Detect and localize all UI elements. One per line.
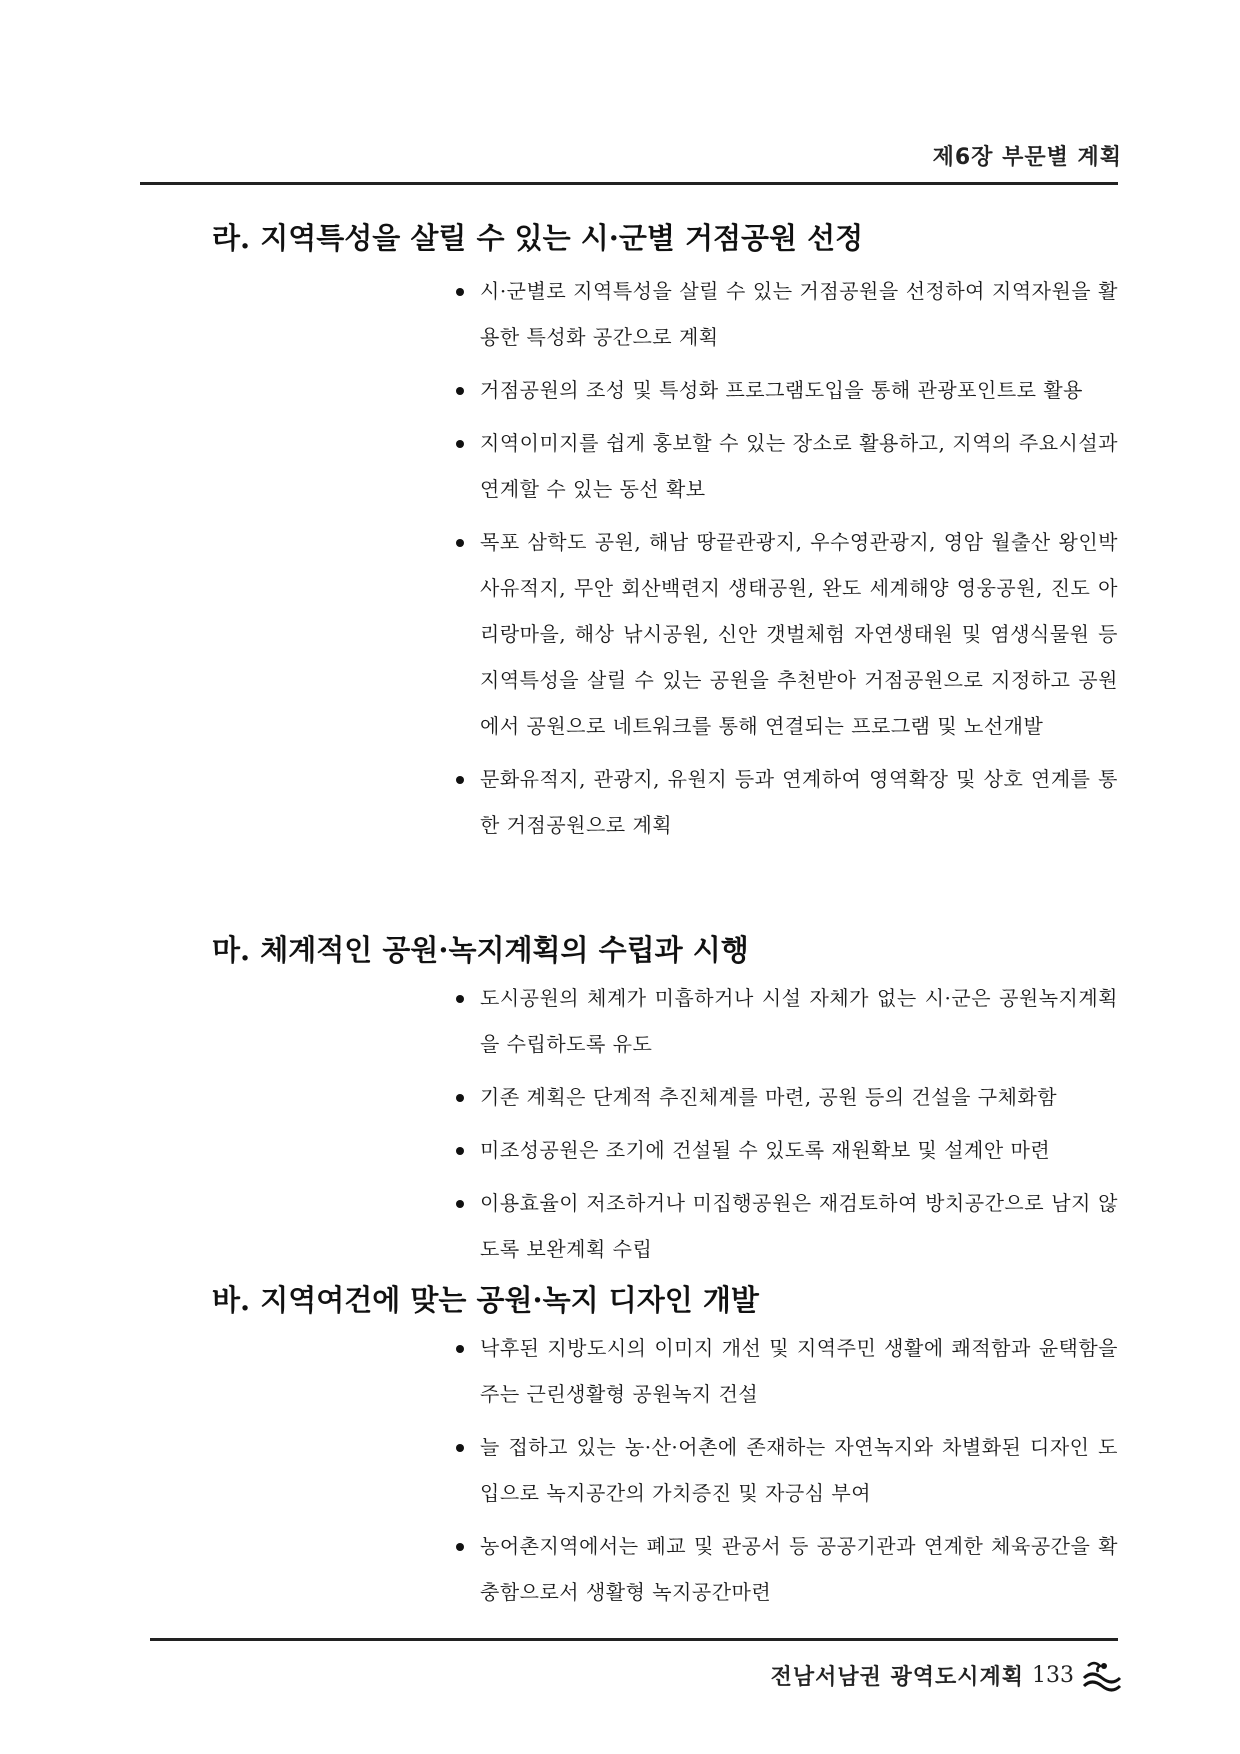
list-item xyxy=(452,420,1118,512)
list-item xyxy=(452,1074,1118,1120)
bullet-text: 미조성공원은 조기에 건설될 수 있도록 재원확보 및 설계안 마련 xyxy=(480,1138,1051,1162)
bullet-icon xyxy=(456,440,464,448)
list-item xyxy=(452,756,1118,848)
section-heading: 라. 지역특성을 살릴 수 있는 시·군별 거점공원 선정 xyxy=(212,221,864,255)
document-title: 전남서남권 광역도시계획 xyxy=(770,1664,1024,1690)
bullet-icon xyxy=(456,1345,464,1353)
bullet-icon xyxy=(456,387,464,395)
bullet-icon xyxy=(456,288,464,296)
list-item xyxy=(452,1127,1118,1173)
bullet-text: 이용효율이 저조하거나 미집행공원은 재검토하여 방치공간으로 남지 않도록 보완계획 수립 xyxy=(480,1191,1118,1261)
bullet-text: 거점공원의 조성 및 특성화 프로그램도입을 통해 관광포인트로 활용 xyxy=(480,378,1083,402)
footer-rule xyxy=(150,1638,1118,1641)
bullet-text: 문화유적지, 관광지, 유원지 등과 연계하여 영역확장 및 상호 연계를 통한 거점공원으로 계획 xyxy=(480,767,1118,837)
section-heading: 바. 지역여건에 맞는 공원·녹지 디자인 개발 xyxy=(212,1283,759,1317)
bullet-text: 지역이미지를 쉽게 홍보할 수 있는 장소로 활용하고, 지역의 주요시설과 연계할 수 있는 동선 확보 xyxy=(480,431,1118,501)
bullet-icon xyxy=(456,1147,464,1155)
section-heading: 마. 체계적인 공원·녹지계획의 수립과 시행 xyxy=(212,933,749,967)
bullet-text: 낙후된 지방도시의 이미지 개선 및 지역주민 생활에 쾌적함과 윤택함을 주는 근린생활형 공원녹지 건설 xyxy=(480,1336,1118,1406)
bullet-text: 도시공원의 체계가 미흡하거나 시설 자체가 없는 시·군은 공원녹지계획을 수립하도록 유도 xyxy=(480,986,1118,1056)
bullet-text: 시·군별로 지역특성을 살릴 수 있는 거점공원을 선정하여 지역자원을 활용한 특성화 공간으로 계획 xyxy=(480,279,1118,349)
list-item xyxy=(452,1424,1118,1516)
list-item xyxy=(452,1180,1118,1272)
list-item xyxy=(452,519,1118,749)
footer-bar xyxy=(771,1658,1122,1692)
bullet-icon xyxy=(456,539,464,547)
bullet-icon xyxy=(456,1094,464,1102)
bullet-text: 늘 접하고 있는 농·산·어촌에 존재하는 자연녹지와 차별화된 디자인 도입으로 녹지공간의 가치증진 및 자긍심 부여 xyxy=(480,1435,1118,1505)
bullet-list xyxy=(452,268,1118,855)
bullet-text: 기존 계획은 단계적 추진체계를 마련, 공원 등의 건설을 구체화함 xyxy=(480,1085,1058,1109)
list-item xyxy=(452,1325,1118,1417)
header-rule xyxy=(140,182,1118,185)
bullet-icon xyxy=(456,995,464,1003)
bullet-icon xyxy=(456,1543,464,1551)
page-number: 133 xyxy=(1032,1662,1074,1688)
bullet-icon xyxy=(456,776,464,784)
list-item xyxy=(452,268,1118,360)
bullet-text: 목포 삼학도 공원, 해남 땅끝관광지, 우수영관광지, 영암 월출산 왕인박사유적지, 무안 회산백련지 생태공원, 완도 세계해양 영웅공원, 진도 아리랑마을, 해상 낚시공원, 신안 갯벌체험 자연생태원 및 염생식물원 등 지역특성을 살릴 수 있는 공원을 추천받아 거점공원으로 지정하고 공원에서 공원으로 네트워크를 통해 연결되는 프로그램 및 노선개발 xyxy=(480,530,1118,738)
list-item xyxy=(452,975,1118,1067)
bullet-list xyxy=(452,1325,1118,1622)
chapter-title: 제6장 부문별 계획 xyxy=(932,145,1122,170)
bullet-icon xyxy=(456,1444,464,1452)
bullet-list xyxy=(452,975,1118,1279)
bullet-icon xyxy=(456,1200,464,1208)
list-item xyxy=(452,1523,1118,1615)
bullet-text: 농어촌지역에서는 폐교 및 관공서 등 공공기관과 연계한 체육공간을 확충함으로서 생활형 녹지공간마련 xyxy=(480,1534,1118,1604)
list-item xyxy=(452,367,1118,413)
wave-logo-icon xyxy=(1082,1658,1122,1692)
